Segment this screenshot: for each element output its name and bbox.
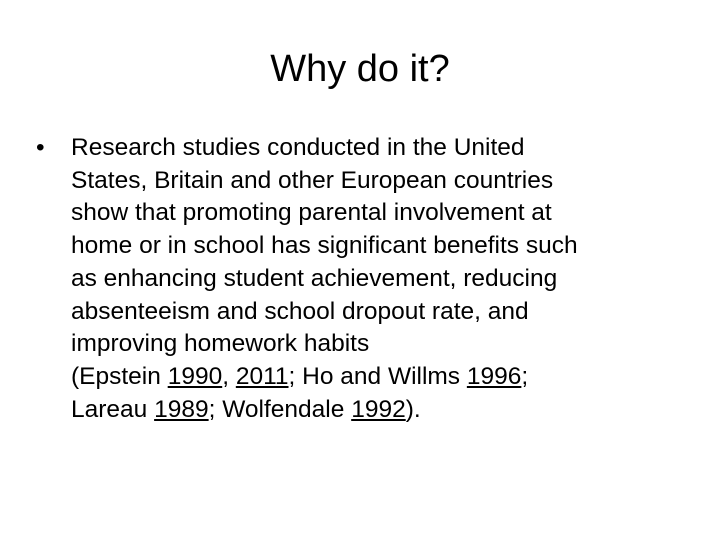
ref-link-lareau-1989[interactable]: 1989 <box>154 395 209 423</box>
bullet-text-line: home or in school has significant benefits such <box>71 232 578 260</box>
ref-link-epstein-1990[interactable]: 1990 <box>167 362 223 390</box>
slide-content <box>36 132 686 426</box>
citation-text: ; Wolfendale <box>208 395 352 423</box>
bullet-icon: • <box>36 134 45 161</box>
citation-text: ; <box>521 362 529 390</box>
bullet-text-line: improving homework habits <box>71 330 370 358</box>
citation-text: ; Ho and Willms <box>288 362 467 390</box>
bullet-text-line: as enhancing student achievement, reducing <box>71 264 558 292</box>
citation <box>71 363 528 390</box>
bullet-text <box>71 132 686 426</box>
citation-text: ). <box>405 395 421 423</box>
slide-title: Why do it? <box>270 48 450 90</box>
citation-text: , <box>222 362 236 390</box>
citation <box>71 396 421 423</box>
bullet-text-line: show that promoting parental involvement at <box>71 199 552 227</box>
ref-link-wolfendale-1992[interactable]: 1992 <box>351 395 406 423</box>
bullet-text-line: States, Britain and other European countries <box>71 166 554 194</box>
ref-link-epstein-2011[interactable]: 2011 <box>235 362 289 390</box>
bullet-text-line: absenteeism and school dropout rate, and <box>71 297 529 325</box>
ref-link-ho-willms-1996[interactable]: 1996 <box>466 362 522 390</box>
bullet-text-line: Research studies conducted in the United <box>71 134 525 161</box>
bullet-item <box>36 132 686 426</box>
citation-text: (Epstein <box>71 362 168 390</box>
citation-text: Lareau <box>71 395 155 423</box>
